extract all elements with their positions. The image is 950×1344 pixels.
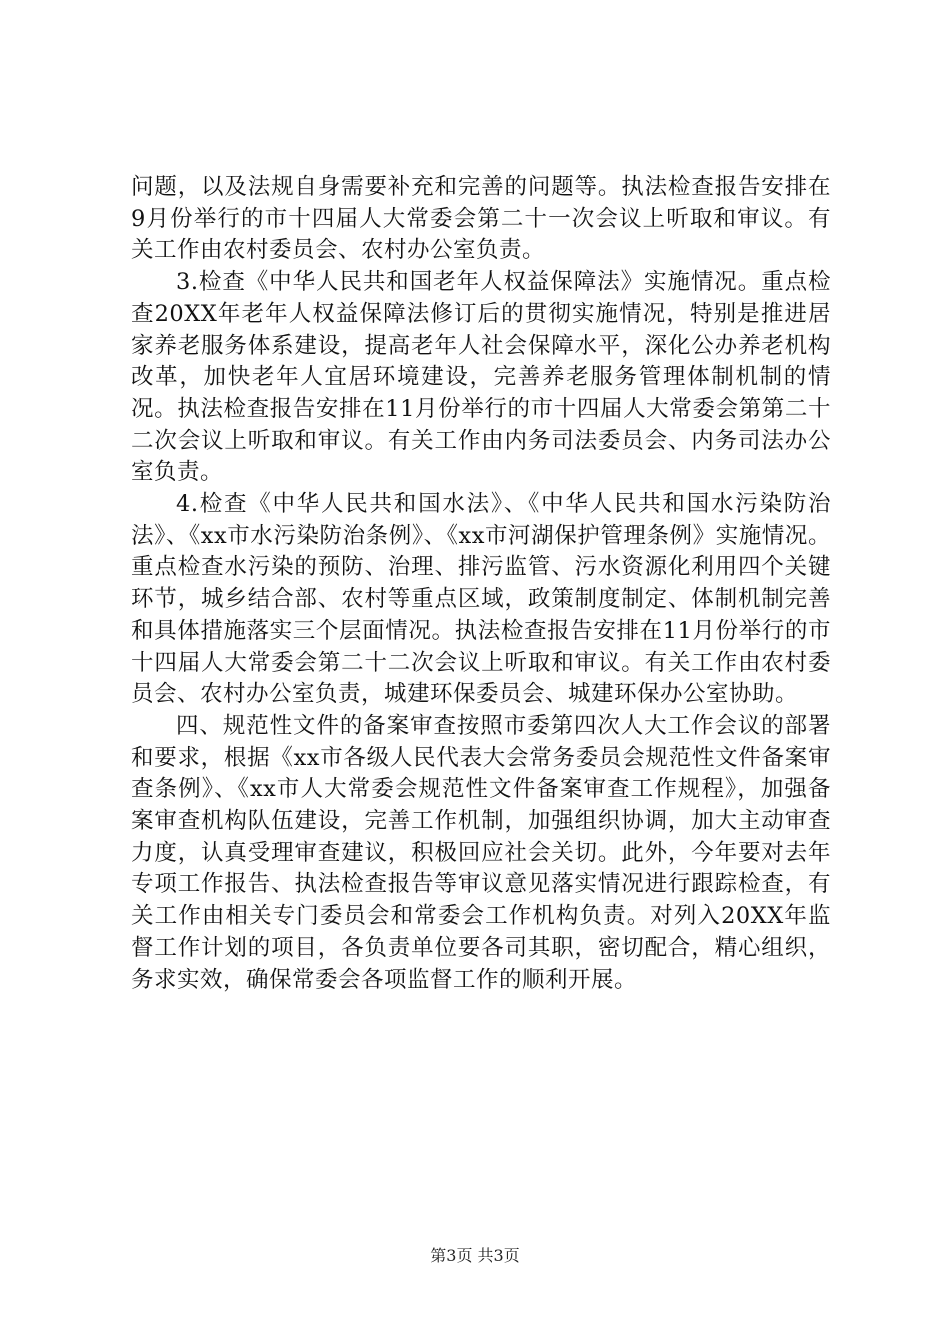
paragraph-item-4-water-law: 4.检查《中华人民共和国水法》、《中华人民共和国水污染防治法》、《xx市水污染防治条例》、《xx市河湖保护管理条例》实施情况。重点检查水污染的预防、治理、排污监管、污水资源化利用四个关键环节，城乡结合部、农村等重点区域，政策制度制定、体制机制完善和具体措施落实三个层面情况。执法检查报告安排在11月份举行的市十四届人大常委会第二十二次会议上听取和审议。有关工作由农村委员会、农村办公室负责，城建环保委员会、城建环保办公室协助。 [131,491,831,708]
document-body [131,172,831,996]
paragraph-continuation: 问题，以及法规自身需要补充和完善的问题等。执法检查报告安排在9月份举行的市十四届人大常委会第二十一次会议上听取和审议。有关工作由农村委员会、农村办公室负责。 [131,174,831,264]
paragraph-item-3-elderly-rights-law: 3.检查《中华人民共和国老年人权益保障法》实施情况。重点检查20XX年老年人权益保障法修订后的贯彻实施情况，特别是推进居家养老服务体系建设，提高老年人社会保障水平，深化公办养老机构改革，加快老年人宜居环境建设，完善养老服务管理体制机制的情况。执法检查报告安排在11月份举行的市十四届人大常委会第第二十二次会议上听取和审议。有关工作由内务司法委员会、内务司法办公室负责。 [131,269,831,486]
page-number-footer: 第3页 共3页 [430,1246,520,1265]
paragraph-section-4-normative-documents: 四、规范性文件的备案审查按照市委第四次人大工作会议的部署和要求，根据《xx市各级人民代表大会常务委员会规范性文件备案审查条例》、《xx市人大常委会规范性文件备案审查工作规程》，加强备案审查机构队伍建设，完善工作机制，加强组织协调，加大主动审查力度，认真受理审查建议，积极回应社会关切。此外，今年要对去年专项工作报告、执法检查报告等审议意见落实情况进行跟踪检查，有关工作由相关专门委员会和常委会工作机构负责。对列入20XX年监督工作计划的项目，各负责单位要各司其职，密切配合，精心组织，务求实效，确保常委会各项监督工作的顺利开展。 [131,712,831,993]
